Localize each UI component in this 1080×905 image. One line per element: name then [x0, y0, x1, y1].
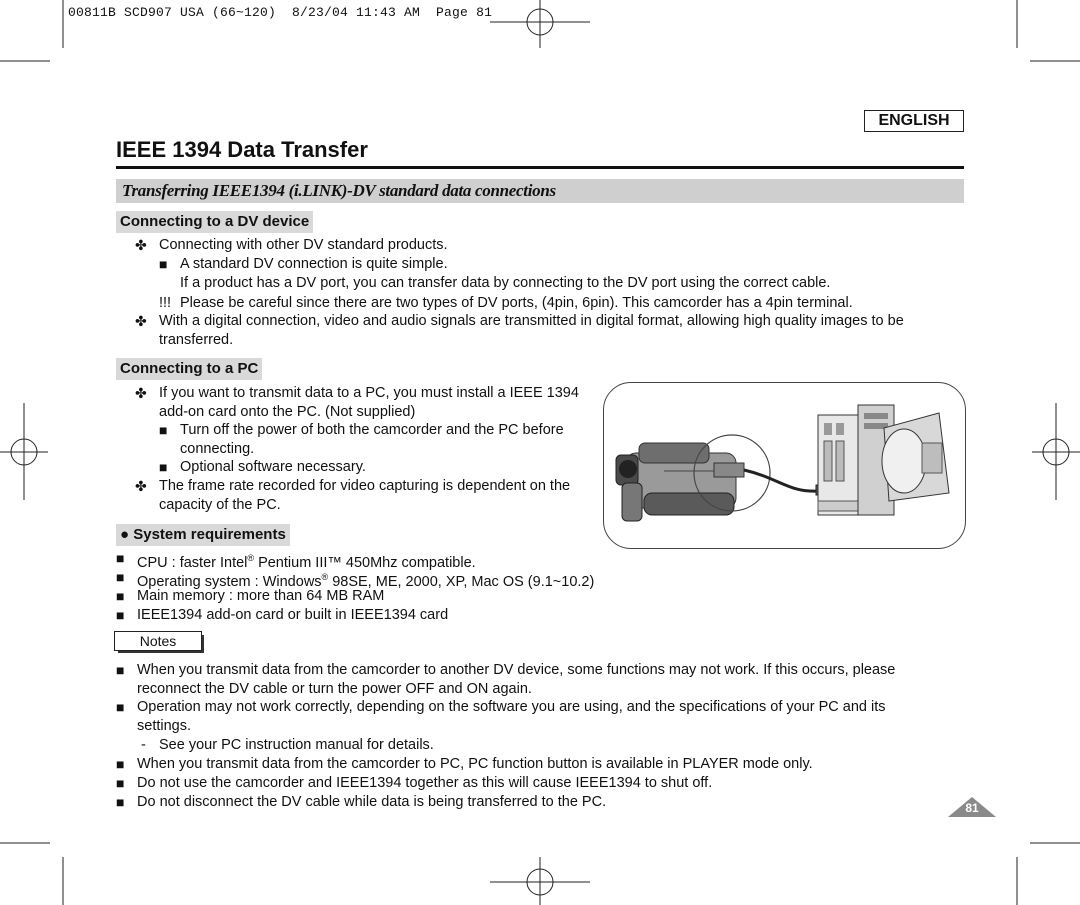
note-5: Do not disconnect the DV cable while data is being transferred to the PC. — [137, 794, 607, 810]
sysreq-memory: Main memory : more than 64 MB RAM — [137, 588, 385, 604]
sysreq-os: Operating system : Windows® 98SE, ME, 2000, XP, Mac OS (9.1~10.2) — [137, 572, 595, 590]
dv-device-heading: Connecting to a DV device — [116, 211, 313, 233]
pc-bullet-1a: If you want to transmit data to a PC, you must install a IEEE 1394 — [159, 385, 579, 401]
square-icon: ■ — [116, 588, 125, 604]
dv-sub-1: A standard DV connection is quite simple. — [180, 256, 448, 272]
square-icon: ■ — [116, 775, 125, 791]
page-number: 81 — [965, 801, 979, 815]
page-number-badge — [948, 797, 996, 819]
warning-mark: !!! — [159, 295, 172, 311]
dv-bullet-2b: transferred. — [159, 332, 234, 348]
square-icon: ■ — [116, 662, 125, 678]
sysreq-card: IEEE1394 add-on card or built in IEEE1394 card — [137, 607, 449, 623]
square-icon: ■ — [116, 607, 125, 623]
sysreq-cpu: CPU : faster Intel® Pentium III™ 450Mhz compatible. — [137, 553, 476, 571]
cross-icon: ✤ — [135, 385, 147, 401]
note-2b: settings. — [137, 718, 191, 734]
square-icon: ■ — [116, 794, 125, 810]
dv-bullet-2a: With a digital connection, video and audio signals are transmitted in digital format, allowing high quality images to be — [159, 313, 904, 329]
note-4: Do not use the camcorder and IEEE1394 together as this will cause IEEE1394 to shut off. — [137, 775, 713, 791]
pc-sub-1a: Turn off the power of both the camcorder and the PC before — [180, 422, 564, 438]
square-icon: ■ — [116, 699, 125, 715]
pc-sub-2: Optional software necessary. — [180, 459, 366, 475]
square-icon: ■ — [159, 422, 168, 438]
print-slug: 00811B SCD907 USA (66~120) 8/23/04 11:43 AM Page 81 — [68, 5, 493, 20]
title-rule — [116, 166, 964, 169]
section-title: Transferring IEEE1394 (i.LINK)-DV standard data connections — [122, 181, 556, 200]
note-2a: Operation may not work correctly, depending on the software you are using, and the specifications of your PC and its — [137, 699, 886, 715]
note-2c: See your PC instruction manual for details. — [159, 737, 434, 753]
connection-illustration — [603, 382, 966, 549]
pc-bullet-2a: The frame rate recorded for video capturing is dependent on the — [159, 478, 571, 494]
monitor-icon — [882, 413, 949, 501]
pc-bullet-2b: capacity of the PC. — [159, 497, 281, 513]
pc-sub-1b: connecting. — [180, 441, 255, 457]
camcorder-pc-diagram — [604, 383, 965, 548]
dot-icon: ● — [120, 526, 130, 543]
dv-warning: Please be careful since there are two types of DV ports, (4pin, 6pin). This camcorder has a 4pin terminal. — [180, 295, 853, 311]
sysreq-heading-text: System requirements — [133, 526, 286, 543]
cross-icon: ✤ — [135, 313, 147, 329]
camcorder-icon — [616, 443, 736, 521]
dash-mark: - — [141, 737, 146, 753]
dv-sub-1b: If a product has a DV port, you can transfer data by connecting to the DV port using the correct cable. — [180, 275, 831, 291]
cross-icon: ✤ — [135, 237, 147, 253]
section-bar — [116, 179, 964, 203]
square-icon: ■ — [116, 550, 125, 566]
note-1b: reconnect the DV cable or turn the power OFF and ON again. — [137, 681, 532, 697]
note-3: When you transmit data from the camcorder to PC, PC function button is available in PLAYER mode only. — [137, 756, 813, 772]
note-1a: When you transmit data from the camcorder to another DV device, some functions may not work. If this occurs, please — [137, 662, 896, 678]
sysreq-heading — [116, 524, 290, 546]
dv-bullet-1: Connecting with other DV standard products. — [159, 237, 448, 253]
language-label: ENGLISH — [864, 110, 964, 132]
square-icon: ■ — [116, 756, 125, 772]
square-icon: ■ — [159, 256, 168, 272]
notes-label: Notes — [114, 631, 202, 651]
page-title: IEEE 1394 Data Transfer — [116, 137, 368, 162]
cross-icon: ✤ — [135, 478, 147, 494]
pc-bullet-1b: add-on card onto the PC. (Not supplied) — [159, 404, 416, 420]
pc-heading: Connecting to a PC — [116, 358, 262, 380]
square-icon: ■ — [116, 569, 125, 585]
square-icon: ■ — [159, 459, 168, 475]
